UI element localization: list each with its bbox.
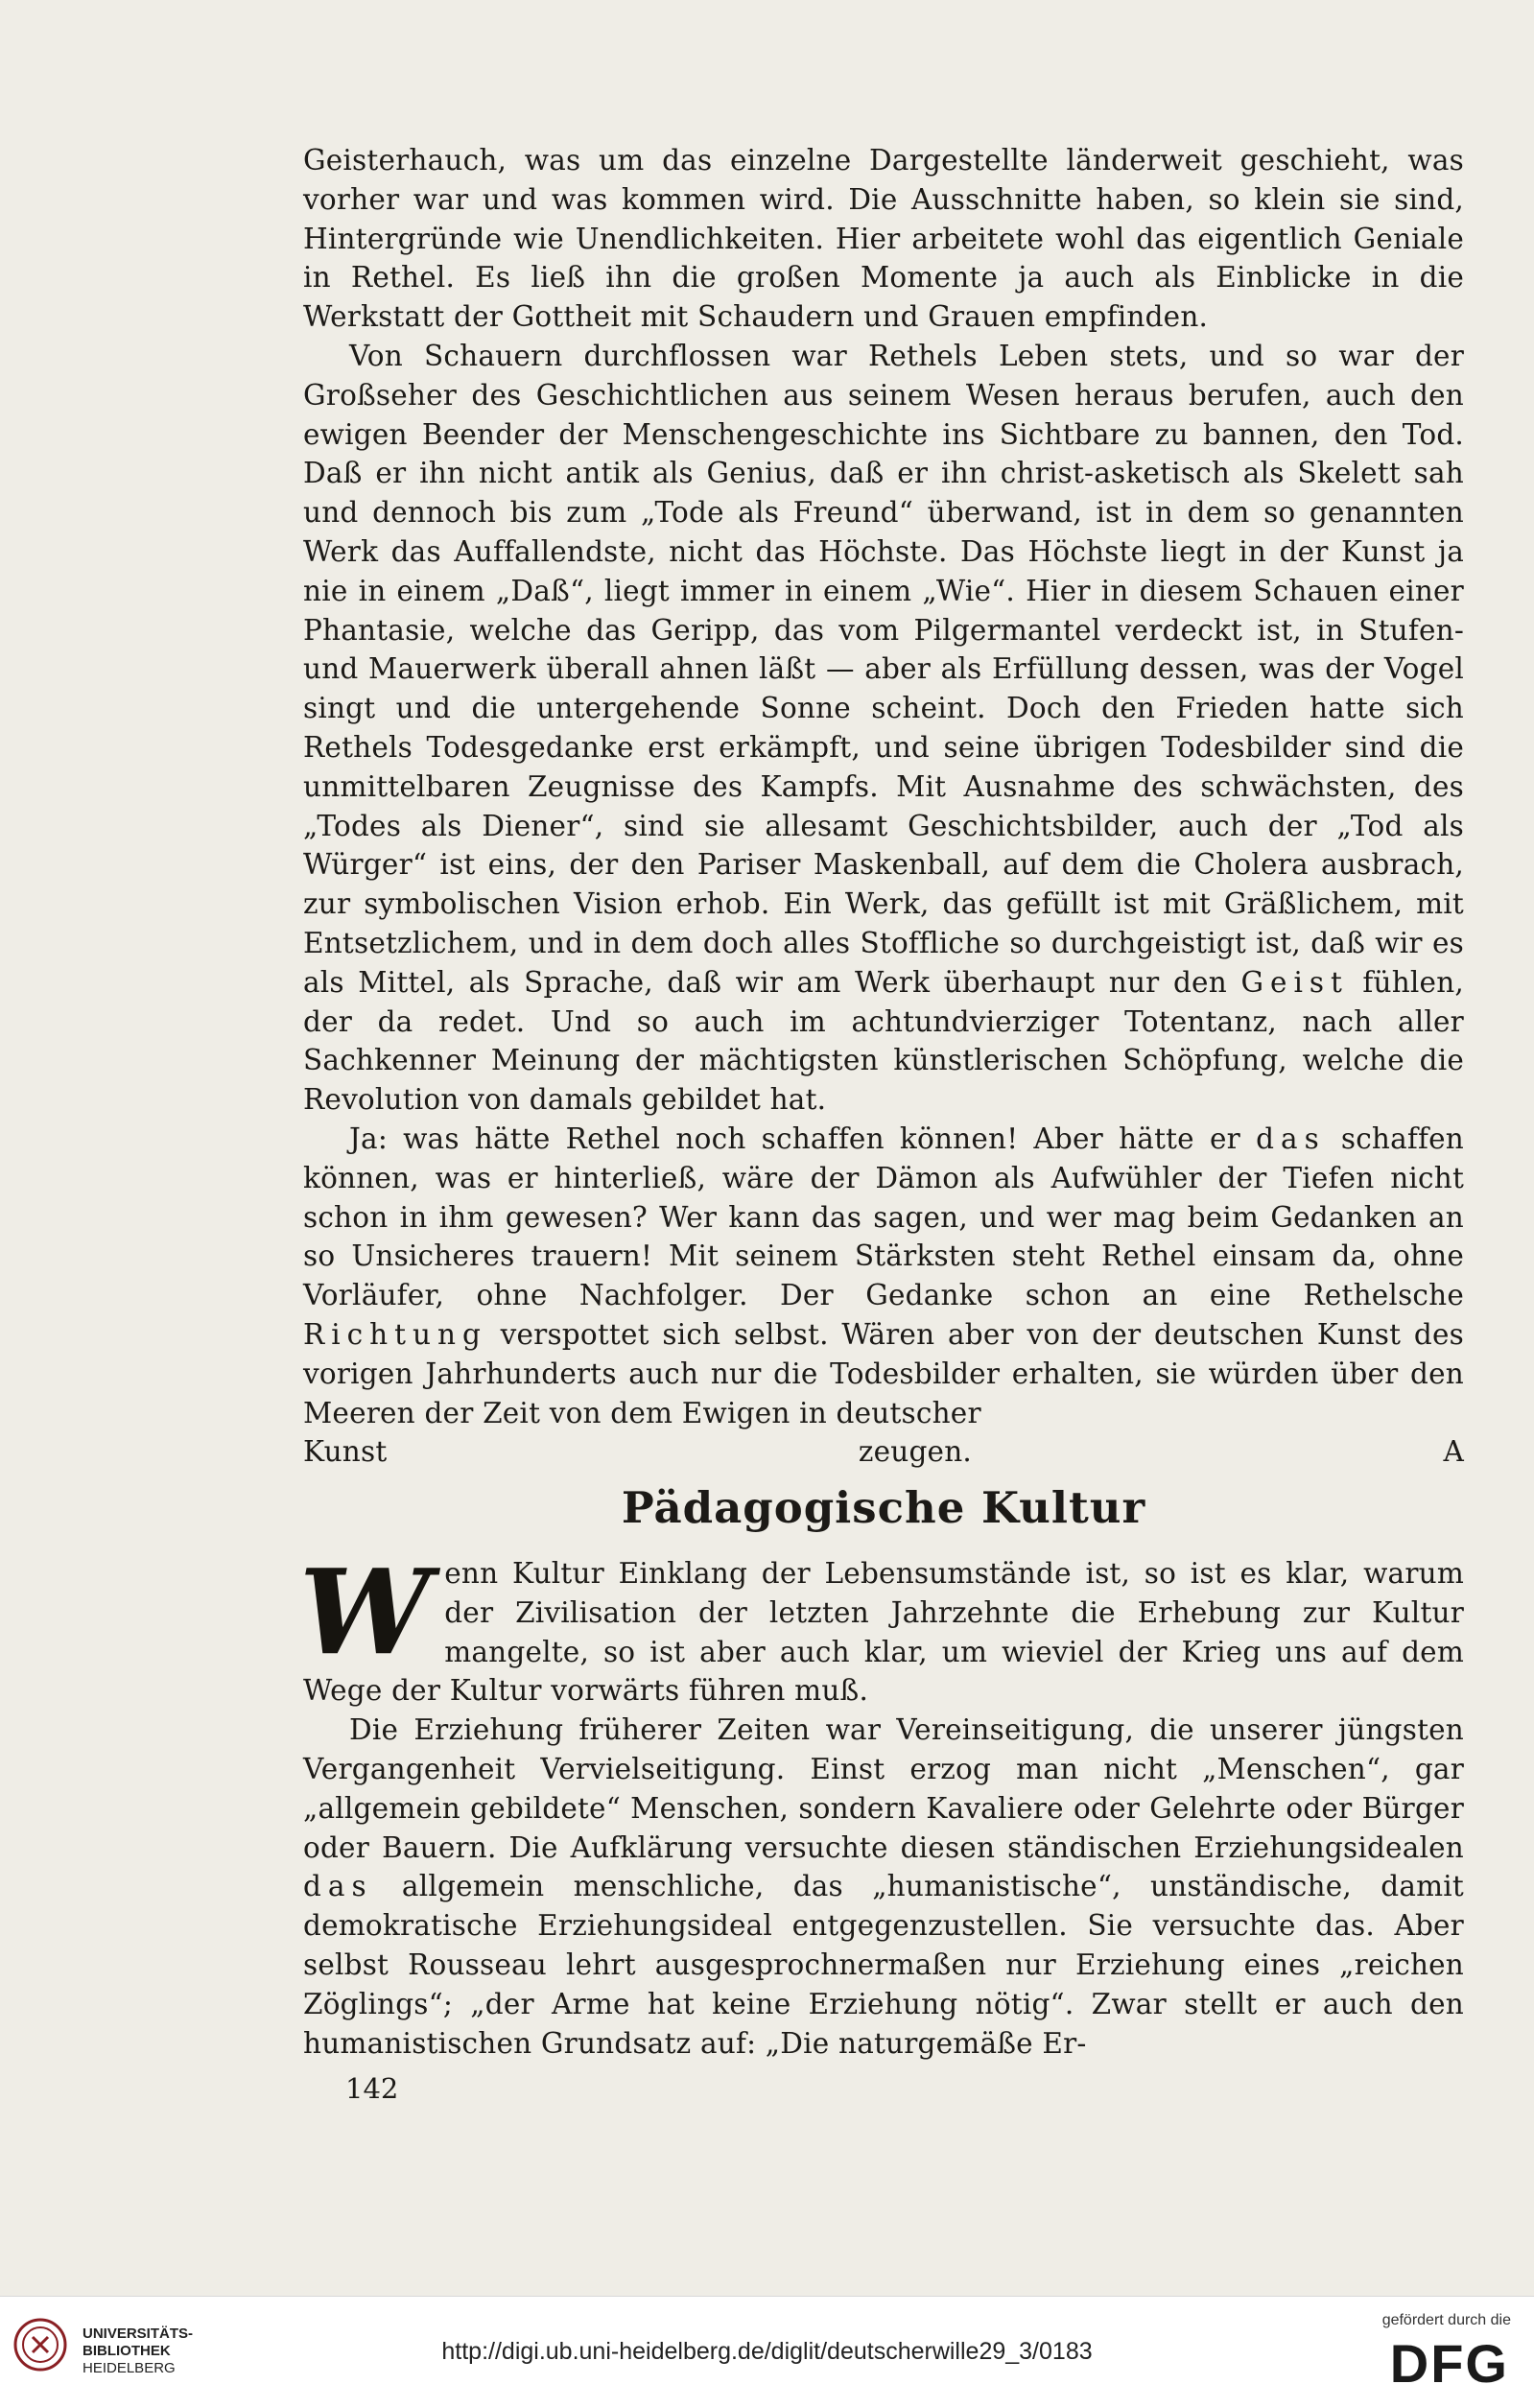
library-name-line: HEIDELBERG [83,2360,176,2376]
article-paedagogik [299,1543,1464,2063]
paragraph-text: verspottet sich selbst. Wären aber von der deutschen Kunst des vorigen Jahrhunderts auch nur die Todesbilder erhalten, sie würden über den Meeren der Zeit von dem Ewigen in deutscher [303,1317,1464,1429]
paragraph [303,337,1464,1120]
library-name-line: BIBLIOTHEK [83,2343,171,2359]
paragraph-text: allgemein menschliche, das „humanistische“, unständische, damit demokratische Erziehungsideal entgegenzustellen. Sie versuchte das. Aber selbst Rousseau lehrt ausgesprochnermaßen nur Erziehung eines „reichen Zöglings“; „der Arme hat keine Erziehung nötig“. Zwar stellt er auch den humanistischen Grundsatz auf: „Die naturgemäße Er- [303,1870,1464,2060]
dfg-logo: DFG [1389,2333,1509,2394]
spaced-word: das [303,1870,373,1903]
paragraph-text: Kunst zeugen. [303,1435,972,1469]
author-signature: A [1443,1435,1465,1469]
paragraph-text: Die Erziehung früherer Zeiten war Vereinseitigung, die unserer jüngsten Vergangenheit Vervielseitigung. Einst erzog man nicht „Menschen“, gar „allgemein gebildete“ Menschen, sondern Kavaliere oder Gelehrte oder Bürger oder Bauern. Die Aufklärung versuchte diesen ständischen Erziehungsidealen [303,1713,1464,1864]
funding-note: gefördert durch die [1381,2312,1511,2328]
paragraph-text: schaffen können, was er hinterließ, wäre der Dämon als Aufwühler der Tiefen nicht schon in ihm gewesen? Wer kann das sagen, und wer mag beim Gedanken an so Unsicheres trauern! Mit seinem Stärksten steht Rethel einsam da, ohne Vorläufer, ohne Nachfolger. Der Gedanke schon an eine Rethelsche [303,1121,1465,1312]
permalink-url[interactable]: http://digi.ub.uni-heidelberg.de/diglit/deutscherwille29_3/0183 [441,2338,1093,2365]
paragraph-text: fühlen, der da redet. Und so auch im achtundvierziger Totentanz, nach aller Sachkenner Meinung der mächtigsten künstlerischen Schöpfung, welche die Revolution von damals gebildet hat. [303,965,1464,1117]
paragraph [303,1120,1464,1432]
page-number: 142 [345,2072,399,2105]
closing-line [303,1432,1464,1472]
paragraph-text: Von Schauern durchflossen war Rethels Leben stets, und so war der Großseher des Geschichtlichen aus seinem Wesen heraus berufen, auch den ewigen Beender der Menschengeschichte ins Sichtbare zu bannen, den Tod. Daß er ihn nicht antik als Genius, daß er ihn christ-asketisch als Skelett sah und dennoch bis zum „Tode als Freund“ überwand, ist in dem so genannten Werk das Auffallendste, nicht das Höchste. Das Höchste liegt in der Kunst ja nie in einem „Daß“, liegt immer in einem „Wie“. Hier in diesem Schauen einer Phantasie, welche das Geripp, das vom Pilgermantel verdeckt ist, in Stufen- und Mauerwerk überall ahnen läßt — aber als Erfüllung dessen, was der Vogel singt und die untergehende Sonne scheint. Doch den Frieden hatte sich Rethels Todesgedanke erst erkämpft, und seine übrigen Todesbilder sind die unmittelbaren Zeugnisse des Kampfs. Mit Ausnahme des schwächsten, des „Todes als Diener“, sind sie allesamt Geschichtsbilder, auch der „Tod als Würger“ ist eins, der den Pariser Maskenball, auf dem die Cholera ausbrach, zur symbolischen Vision erhob. Ein Werk, das gefüllt ist mit Gräßlichem, mit Entsetzlichem, und in dem doch alles Stoffliche so durchgeistigt ist, daß wir es als Mittel, als Sprache, daß wir am Werk überhaupt nur den [303,339,1464,999]
library-name-line: UNIVERSITÄTS- [83,2325,194,2342]
spaced-word: das [1256,1121,1326,1155]
footer-bar [0,2296,1534,2408]
paragraph: Geisterhauch, was um das einzelne Dargestellte länderweit geschieht, was vorher war und was kommen wird. Die Ausschnitte haben, so klein sie sind, Hintergründe wie Unendlichkeiten. Hier arbeitete wohl das eigentlich Geniale in Rethel. Es ließ ihn die großen Momente ja auch als Einblicke in die Werkstatt der Gottheit mit Schaudern und Grauen empfinden. [303,144,1464,334]
paragraph [303,1711,1464,2063]
paragraph-text: Ja: was hätte Rethel noch schaffen können! Aber hätte er [349,1121,1240,1155]
spaced-word: Geist [1240,965,1349,999]
spaced-word: Richtung [303,1317,487,1351]
paragraph [299,1543,1464,1711]
drop-cap: W [299,1543,432,1681]
article-rethel [303,141,1464,1472]
article-heading: Pädagogische Kultur [621,1482,1146,1533]
paragraph-text: enn Kultur Einklang der Lebensumstände ist, so ist es klar, warum der Zivilisation der letzten Jahrzehnte die Erhebung zur Kultur mangelte, so ist aber auch klar, um wieviel der Krieg uns auf dem Wege der Kultur vorwärts führen muß. [303,1557,1464,1708]
